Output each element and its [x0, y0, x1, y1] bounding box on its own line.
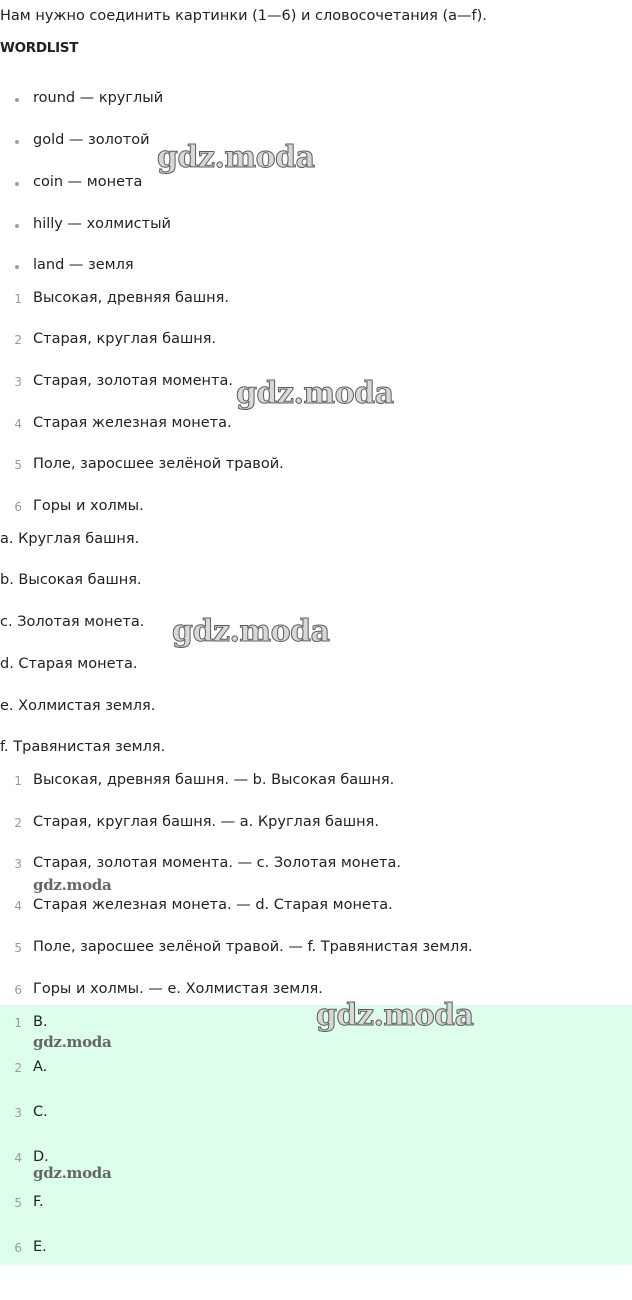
- match-item: 3 Старая, золотая моментa. — c. Золотая монета.: [0, 855, 620, 875]
- answer-item: 6 E.: [0, 1239, 620, 1259]
- item-number: 6: [14, 983, 22, 997]
- item-number: 1: [14, 774, 22, 788]
- item-number: 5: [14, 941, 22, 955]
- bullet-icon: [15, 98, 19, 102]
- match-item: 4 Старая железная монета. — d. Старая монета.: [0, 897, 620, 917]
- watermark-logo: gdz.moda: [316, 998, 474, 1033]
- picture-item: 2 Старая, круглая башня.: [0, 331, 620, 351]
- match-item: 2 Старая, круглая башня. — a. Круглая башня.: [0, 814, 620, 834]
- answer-item: 4 D.: [0, 1149, 620, 1169]
- bullet-icon: [15, 182, 19, 186]
- wordlist-item: gold — золотой: [0, 132, 620, 152]
- watermark-logo: gdz.moda: [172, 614, 330, 649]
- item-number: 2: [14, 333, 22, 347]
- picture-item: 6 Горы и холмы.: [0, 498, 620, 518]
- watermark-logo: gdz.moda: [157, 140, 315, 175]
- item-number: 2: [14, 816, 22, 830]
- item-number: 3: [14, 375, 22, 389]
- answer-item: 3 C.: [0, 1104, 620, 1124]
- answer-item: 1 B.: [0, 1014, 620, 1034]
- item-number: 6: [14, 1241, 22, 1255]
- picture-item: 5 Поле, заросшее зелёной травой.: [0, 456, 620, 476]
- picture-item: 1 Высокая, древняя башня.: [0, 290, 620, 310]
- item-number: 4: [14, 899, 22, 913]
- phrase-item: a. Круглая башня.: [0, 531, 140, 547]
- match-item: 5 Поле, заросшее зелёной травой. — f. Травянистая земля.: [0, 939, 620, 959]
- phrase-item: c. Золотая монета.: [0, 614, 145, 630]
- item-number: 5: [14, 458, 22, 472]
- picture-item: 4 Старая железная монета.: [0, 415, 620, 435]
- intro-text: Нам нужно соединить картинки (1—6) и словосочетания (a—f).: [0, 8, 487, 24]
- wordlist-item: hilly — холмистый: [0, 216, 620, 236]
- watermark-logo: gdz.moda: [33, 1033, 112, 1051]
- answer-item: 5 F.: [0, 1194, 620, 1214]
- wordlist-item: coin — монета: [0, 174, 620, 194]
- bullet-icon: [15, 140, 19, 144]
- phrase-item: e. Холмистая земля.: [0, 698, 156, 714]
- answer-item: 2 A.: [0, 1059, 620, 1079]
- bullet-icon: [15, 265, 19, 269]
- item-number: 1: [14, 1016, 22, 1030]
- picture-item: 3 Старая, золотая моментa.: [0, 373, 620, 393]
- item-number: 1: [14, 292, 22, 306]
- item-number: 3: [14, 857, 22, 871]
- item-number: 6: [14, 500, 22, 514]
- match-item: 6 Горы и холмы. — e. Холмистая земля.: [0, 981, 620, 1001]
- wordlist-item: round — круглый: [0, 90, 620, 110]
- item-number: 5: [14, 1196, 22, 1210]
- watermark-logo: gdz.moda: [33, 1164, 112, 1182]
- watermark-logo: gdz.moda: [236, 376, 394, 411]
- bullet-icon: [15, 224, 19, 228]
- wordlist-heading: WORDLIST: [0, 40, 79, 56]
- match-item: 1 Высокая, древняя башня. — b. Высокая башня.: [0, 772, 620, 792]
- phrase-item: d. Старая монета.: [0, 656, 138, 672]
- item-number: 2: [14, 1061, 22, 1075]
- watermark-logo: gdz.moda: [33, 876, 112, 894]
- item-number: 3: [14, 1106, 22, 1120]
- item-number: 4: [14, 1151, 22, 1165]
- wordlist-item: land — земля: [0, 257, 620, 277]
- item-number: 4: [14, 417, 22, 431]
- phrase-item: b. Высокая башня.: [0, 572, 142, 588]
- phrase-item: f. Травянистая земля.: [0, 739, 166, 755]
